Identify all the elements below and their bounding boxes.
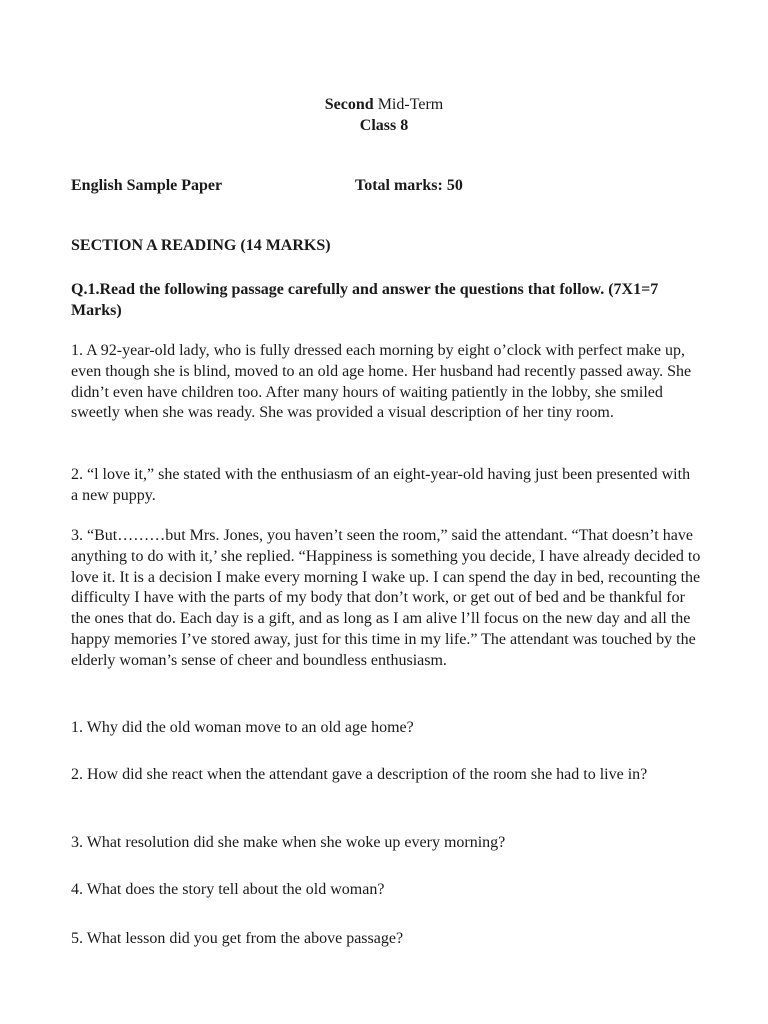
passage-paragraph-2: 2. “l love it,” she stated with the enthusiasm of an eight-year-old having just been presented with a new puppy. (71, 466, 691, 504)
paper-meta (71, 177, 711, 198)
passage-paragraph-3: 3. “But………but Mrs. Jones, you haven’t seen the room,” said the attendant. “That doesn’t have anything to do with it,’ she replied. “Happiness is something you decide, I have already decided to love it. It is a decision I make every morning I wake up. I can spend the day in bed, recounting the difficulty I have with the parts of my body that don’t work, or get out of bed and be thankful for the ones that do. Each day is a gift, and as long as I am alive l’ll focus on the new day and all the happy memories I’ve stored away, just for this time in my life.” The attendant was touched by the elderly woman’s sense of cheer and boundless enthusiasm. (71, 527, 701, 669)
question-instruction: Q.1.Read the following passage carefully and answer the questions that follow. (7X1=7 Marks) (71, 281, 659, 319)
exam-title-part1: Second (324, 96, 374, 113)
subject-label: English Sample Paper (71, 177, 223, 194)
comprehension-question-1: 1. Why did the old woman move to an old age home? (71, 719, 414, 736)
comprehension-question-2: 2. How did she react when the attendant gave a description of the room she had to live in? (71, 766, 648, 783)
class-line: Class 8 (359, 117, 409, 134)
exam-title-part2: Mid-Term (377, 96, 444, 113)
comprehension-question-3: 3. What resolution did she make when she woke up every morning? (71, 834, 506, 851)
passage-paragraph-1: 1. A 92-year-old lady, who is fully dressed each morning by eight o’clock with perfect make up, even though she is blind, moved to an old age home. Her husband had recently passed away. She didn’t even have children too. After many hours of waiting patiently in the lobby, she smiled sweetly when she was ready. She was provided a visual description of her tiny room. (71, 342, 692, 422)
total-marks-label: Total marks: 50 (355, 177, 463, 194)
comprehension-question-5: 5. What lesson did you get from the above passage? (71, 930, 404, 947)
comprehension-question-4: 4. What does the story tell about the old woman? (71, 881, 385, 898)
section-title: SECTION A READING (14 MARKS) (71, 237, 331, 254)
document-header (0, 94, 768, 136)
exam-title (0, 94, 768, 115)
